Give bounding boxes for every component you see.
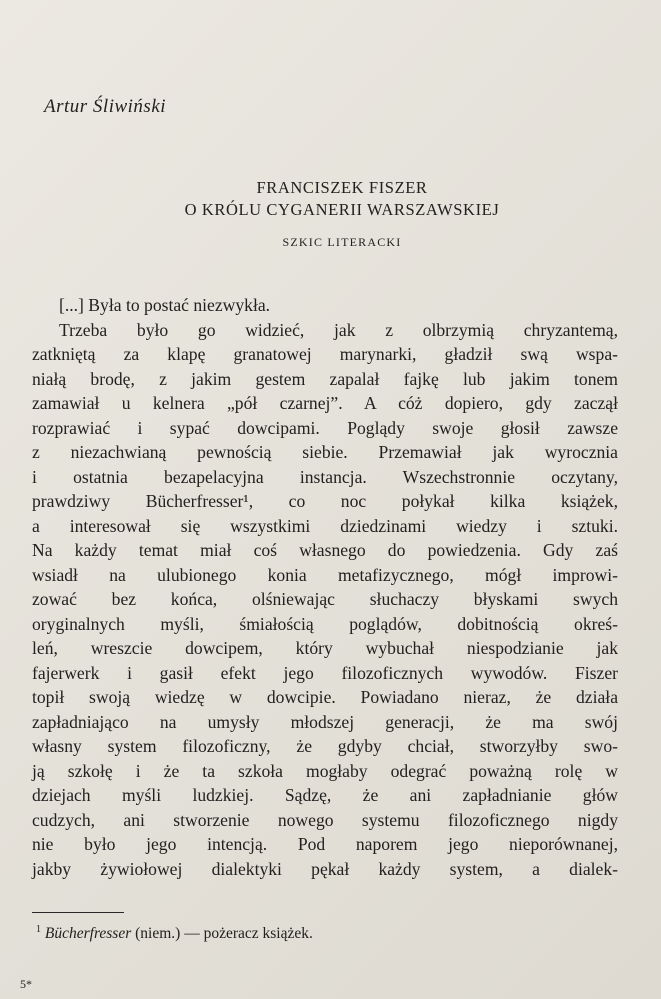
body-line: Trzeba było go widzieć, jak z olbrzymią chryzantemą, — [59, 319, 618, 340]
body-line: wsiadł na ulubionego konia metafizycznego, mógł improwi- — [32, 564, 618, 585]
footnote-divider — [32, 912, 124, 913]
body-line: [...] Była to postać niezwykła. — [59, 295, 271, 315]
title-block — [130, 177, 554, 250]
body-line: oryginalnych myśli, śmiałością poglądów, dobitnością okreś- — [32, 613, 618, 634]
body-line: fajerwerk i gasił efekt jego filozoficznych wywodów. Fiszer — [32, 662, 618, 683]
body-line: własny system filozoficzny, że gdyby chciał, stworzyłby swo- — [32, 736, 618, 756]
footnote-term: Bücherfresser — [44, 925, 132, 942]
body-line: zować bez końca, olśniewając słuchaczy błyskami swych — [32, 589, 618, 609]
body-line: jakby żywiołowej dialektyki pękał każdy system, a dialek- — [32, 858, 618, 879]
body-line: topił swoją wiedzę w dowcipie. Powiadano nieraz, że działa — [32, 687, 618, 707]
footnote-text: (niem.) — pożeracz książek. — [135, 925, 313, 942]
body-line: niałą brodę, z jakim gestem zapalał fajkę lub jakim tonem — [32, 368, 618, 389]
body-line: z niezachwianą pewnością siebie. Przemawiał jak wyrocznia — [32, 442, 618, 462]
body-line: ją szkołę i że ta szkoła mogłaby odegrać poważną rolę w — [32, 760, 618, 781]
body-line: dziejach myśli ludzkiej. Sądzę, że ani zapładnianie głów — [32, 785, 618, 805]
body-line: leń, wreszcie dowcipem, który wybuchał niespodzianie jak — [32, 638, 618, 658]
body-line: prawdziwy Bücherfresser¹, co noc połykał kilka książek, — [32, 491, 618, 511]
body-line: nie było jego intencją. Pod naporem jego nieporównanej, — [32, 834, 618, 854]
body-line: zatkniętą za klapę granatowej marynarki, gładził swą wspa- — [32, 344, 618, 364]
footnote-marker: 1 — [36, 923, 41, 935]
body-text — [32, 293, 618, 881]
title-line-2: O KRÓLU CYGANERII WARSZAWSKIEJ — [184, 200, 500, 219]
signature-mark: 5* — [20, 977, 32, 991]
body-line: zamawiał u kelnera „pół czarnej”. A cóż dopiero, gdy zaczął — [32, 393, 618, 413]
author-name: Artur Śliwiński — [44, 96, 167, 117]
body-line: i ostatnia bezapelacyjna instancja. Wszechstronnie oczytany, — [32, 466, 618, 487]
body-line: zapładniająco na umysły młodszej generacji, że ma swój — [32, 711, 618, 732]
title-line-1: FRANCISZEK FISZER — [256, 178, 428, 197]
body-line: rozprawiać i sypać dowcipami. Poglądy swoje głosił zawsze — [32, 417, 618, 438]
body-line: a interesował się wszystkimi dziedzinami wiedzy i sztuki. — [32, 515, 618, 536]
subtitle: SZKIC LITERACKI — [282, 235, 402, 249]
body-line: Na każdy temat miał coś własnego do powiedzenia. Gdy zaś — [32, 540, 618, 560]
footnote — [36, 925, 313, 943]
body-line: cudzych, ani stworzenie nowego systemu filozoficznego nigdy — [32, 809, 618, 830]
